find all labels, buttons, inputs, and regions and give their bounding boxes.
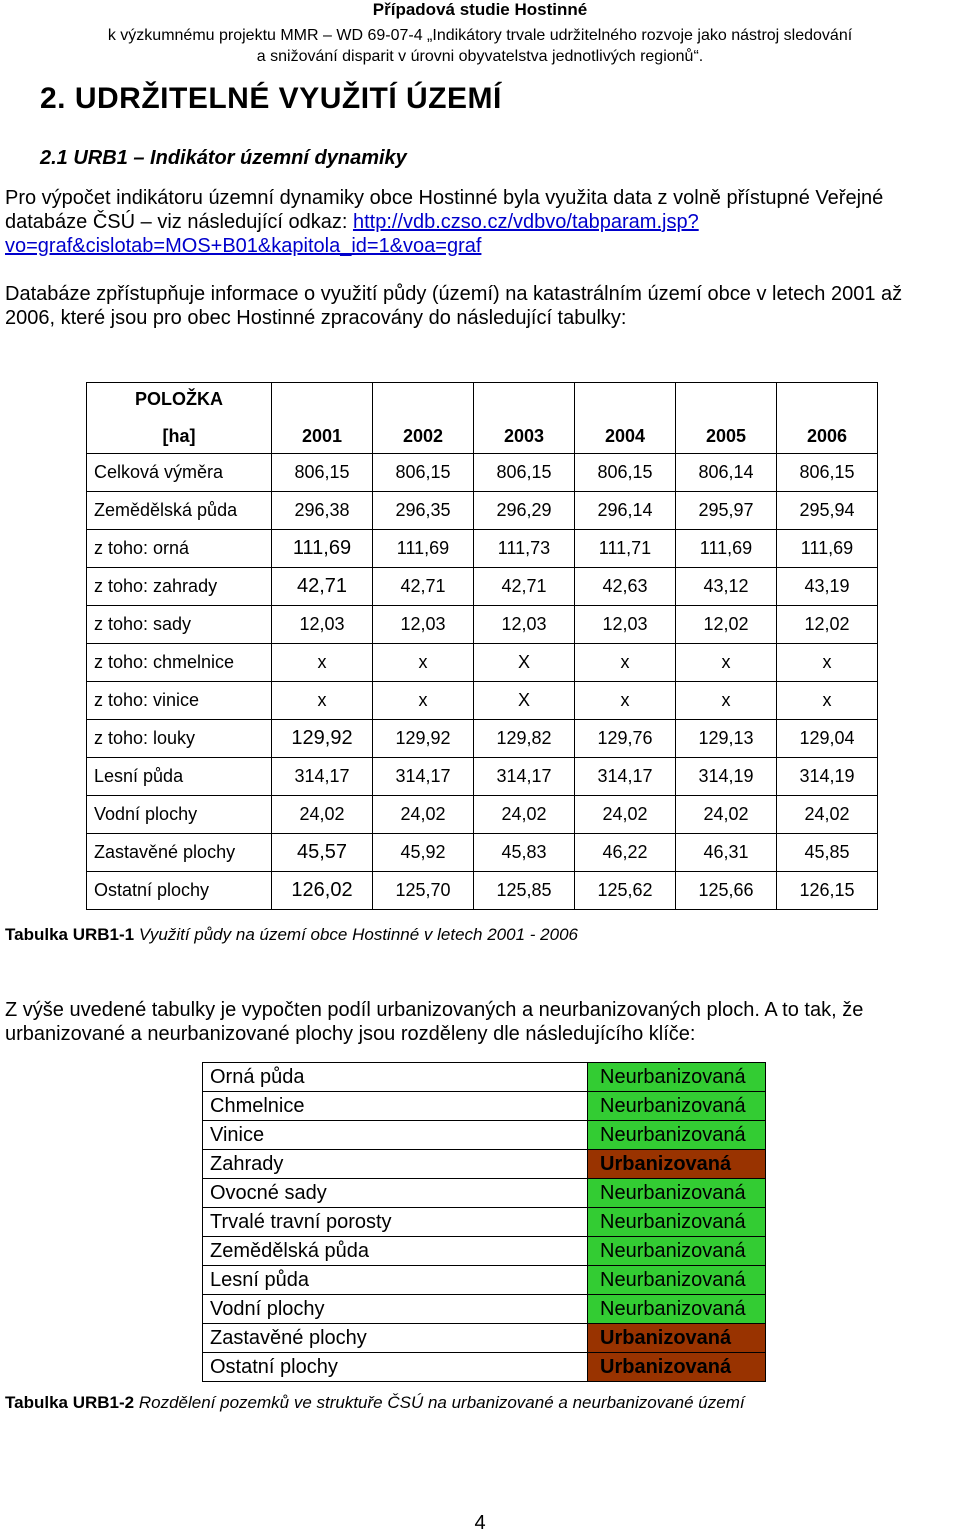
land-type: Chmelnice <box>203 1092 588 1121</box>
land-type: Zemědělská půda <box>203 1237 588 1266</box>
running-header-title: Případová studie Hostinné <box>372 0 588 19</box>
non-urbanized-badge: Neurbanizovaná <box>588 1092 766 1121</box>
table1-caption-label: Tabulka URB1-1 <box>5 925 135 944</box>
header-item-cell <box>87 383 272 454</box>
running-header-line-2: k výzkumnému projektu MMR – WD 69-07-4 „Indikátory trvale udržitelného rozvoje jako nástroj sledování <box>107 27 853 44</box>
value-cell: 12,02 <box>777 606 878 644</box>
value-cell: 12,03 <box>575 606 676 644</box>
value-cell: 42,71 <box>474 568 575 606</box>
table-row <box>87 834 878 872</box>
value-cell: 806,15 <box>474 454 575 492</box>
value-cell: X <box>474 644 575 682</box>
row-label: z toho: louky <box>87 720 272 758</box>
value-cell: 24,02 <box>373 796 474 834</box>
value-cell: 296,29 <box>474 492 575 530</box>
land-use-table <box>86 382 878 910</box>
table-row <box>87 644 878 682</box>
non-urbanized-badge: Neurbanizovaná <box>588 1208 766 1237</box>
czso-database-link[interactable]: http://vdb.czso.cz/vdbvo/tabparam.jsp?vo=graf&cislotab=MOS+B01&kapitola_id=1&voa=graf <box>5 211 699 257</box>
value-cell: 806,15 <box>777 454 878 492</box>
value-cell: 125,70 <box>373 872 474 910</box>
value-cell: 24,02 <box>272 796 373 834</box>
value-cell: 125,85 <box>474 872 575 910</box>
table-row <box>203 1237 766 1266</box>
row-label: z toho: chmelnice <box>87 644 272 682</box>
value-cell: 45,83 <box>474 834 575 872</box>
value-cell: 46,31 <box>676 834 777 872</box>
value-cell: 45,85 <box>777 834 878 872</box>
row-label: z toho: sady <box>87 606 272 644</box>
row-label: Ostatní plochy <box>87 872 272 910</box>
table-row <box>203 1092 766 1121</box>
value-cell: 129,04 <box>777 720 878 758</box>
value-cell: 125,66 <box>676 872 777 910</box>
value-cell: 111,69 <box>373 530 474 568</box>
value-cell: 45,57 <box>272 834 373 872</box>
row-label: z toho: zahrady <box>87 568 272 606</box>
value-cell: X <box>474 682 575 720</box>
value-cell: x <box>676 682 777 720</box>
table-row <box>203 1208 766 1237</box>
table2-caption-label: Tabulka URB1-2 <box>5 1393 135 1412</box>
table-row <box>203 1266 766 1295</box>
header-year: 2005 <box>676 383 777 454</box>
value-cell: x <box>575 682 676 720</box>
table-row <box>203 1353 766 1382</box>
table-row <box>203 1295 766 1324</box>
value-cell: x <box>373 644 474 682</box>
value-cell: x <box>676 644 777 682</box>
land-type: Ostatní plochy <box>203 1353 588 1382</box>
value-cell: 126,15 <box>777 872 878 910</box>
value-cell: 314,17 <box>272 758 373 796</box>
value-cell: 129,82 <box>474 720 575 758</box>
value-cell: 806,14 <box>676 454 777 492</box>
table-row <box>87 796 878 834</box>
value-cell: 24,02 <box>474 796 575 834</box>
subsection-heading: 2.1 URB1 – Indikátor územní dynamiky <box>40 147 407 169</box>
value-cell: 125,62 <box>575 872 676 910</box>
land-type: Vodní plochy <box>203 1295 588 1324</box>
value-cell: 296,14 <box>575 492 676 530</box>
row-label: z toho: vinice <box>87 682 272 720</box>
value-cell: 129,92 <box>373 720 474 758</box>
table-row <box>203 1179 766 1208</box>
table-row <box>87 872 878 910</box>
value-cell: 129,76 <box>575 720 676 758</box>
table-row <box>87 492 878 530</box>
row-label: Zemědělská půda <box>87 492 272 530</box>
land-type: Trvalé travní porosty <box>203 1208 588 1237</box>
table-row <box>87 530 878 568</box>
value-cell: x <box>777 682 878 720</box>
row-label: Zastavěné plochy <box>87 834 272 872</box>
value-cell: 12,02 <box>676 606 777 644</box>
non-urbanized-badge: Neurbanizovaná <box>588 1266 766 1295</box>
header-year: 2006 <box>777 383 878 454</box>
non-urbanized-badge: Neurbanizovaná <box>588 1237 766 1266</box>
row-label: z toho: orná <box>87 530 272 568</box>
urbanized-badge: Urbanizovaná <box>588 1150 766 1179</box>
value-cell: 43,19 <box>777 568 878 606</box>
table-row <box>87 720 878 758</box>
table-row <box>87 568 878 606</box>
value-cell: 129,92 <box>272 720 373 758</box>
value-cell: 314,19 <box>777 758 878 796</box>
classification-paragraph: Z výše uvedené tabulky je vypočten podíl urbanizovaných a neurbanizovaných ploch. A to tak, že urbanizované a neurbanizované plochy jsou rozděleny dle následujícího klíče: <box>5 999 864 1045</box>
table2-caption-text: Rozdělení pozemků ve struktuře ČSÚ na urbanizované a neurbanizované území <box>138 1393 745 1412</box>
non-urbanized-badge: Neurbanizovaná <box>588 1121 766 1150</box>
urbanized-badge: Urbanizovaná <box>588 1324 766 1353</box>
land-type: Orná půda <box>203 1063 588 1092</box>
value-cell: 296,35 <box>373 492 474 530</box>
section-heading: 2. UDRŽITELNÉ VYUŽITÍ ÚZEMÍ <box>40 82 502 115</box>
row-label: Vodní plochy <box>87 796 272 834</box>
non-urbanized-badge: Neurbanizovaná <box>588 1295 766 1324</box>
page-number: 4 <box>474 1512 486 1534</box>
value-cell: x <box>575 644 676 682</box>
value-cell: 43,12 <box>676 568 777 606</box>
table-row <box>87 606 878 644</box>
value-cell: 42,71 <box>373 568 474 606</box>
header-year: 2001 <box>272 383 373 454</box>
value-cell: 42,63 <box>575 568 676 606</box>
value-cell: 24,02 <box>777 796 878 834</box>
value-cell: 111,69 <box>777 530 878 568</box>
land-type: Zastavěné plochy <box>203 1324 588 1353</box>
value-cell: 111,73 <box>474 530 575 568</box>
row-label: Celková výměra <box>87 454 272 492</box>
value-cell: 314,17 <box>373 758 474 796</box>
header-unit: [ha] <box>162 426 196 446</box>
urbanized-badge: Urbanizovaná <box>588 1353 766 1382</box>
classification-table <box>202 1062 766 1382</box>
table1-caption <box>5 924 578 946</box>
value-cell: 12,03 <box>474 606 575 644</box>
value-cell: x <box>272 644 373 682</box>
land-type: Zahrady <box>203 1150 588 1179</box>
header-year: 2003 <box>474 383 575 454</box>
table2-caption <box>5 1392 955 1414</box>
table-header-row <box>87 383 878 454</box>
land-type: Ovocné sady <box>203 1179 588 1208</box>
header-polozka: POLOŽKA <box>135 389 223 409</box>
value-cell: 24,02 <box>676 796 777 834</box>
table-row <box>203 1324 766 1353</box>
value-cell: x <box>272 682 373 720</box>
value-cell: 806,15 <box>575 454 676 492</box>
table-row <box>87 454 878 492</box>
value-cell: 314,17 <box>474 758 575 796</box>
value-cell: 46,22 <box>575 834 676 872</box>
header-year: 2002 <box>373 383 474 454</box>
table-row <box>87 758 878 796</box>
land-type: Lesní půda <box>203 1266 588 1295</box>
value-cell: 45,92 <box>373 834 474 872</box>
table-row <box>87 682 878 720</box>
value-cell: 295,97 <box>676 492 777 530</box>
table1-caption-text: Využití půdy na území obce Hostinné v letech 2001 - 2006 <box>138 925 578 944</box>
value-cell: 12,03 <box>373 606 474 644</box>
land-type: Vinice <box>203 1121 588 1150</box>
value-cell: 806,15 <box>373 454 474 492</box>
running-header-line-3: a snižování disparit v úrovni obyvatelstva jednotlivých regionů“. <box>256 48 704 65</box>
intro-text: Pro výpočet indikátoru územní dynamiky obce Hostinné byla využita data z volně přístupné Veřejné databáze ČSÚ – viz následující odkaz: <box>5 187 884 233</box>
table-row <box>203 1063 766 1092</box>
value-cell: 111,69 <box>272 530 373 568</box>
table-row <box>203 1150 766 1179</box>
header-year: 2004 <box>575 383 676 454</box>
value-cell: x <box>777 644 878 682</box>
value-cell: x <box>373 682 474 720</box>
non-urbanized-badge: Neurbanizovaná <box>588 1179 766 1208</box>
value-cell: 111,71 <box>575 530 676 568</box>
value-cell: 314,19 <box>676 758 777 796</box>
table-row <box>203 1121 766 1150</box>
value-cell: 806,15 <box>272 454 373 492</box>
non-urbanized-badge: Neurbanizovaná <box>588 1063 766 1092</box>
row-label: Lesní půda <box>87 758 272 796</box>
value-cell: 12,03 <box>272 606 373 644</box>
intro-paragraph <box>5 186 955 258</box>
database-paragraph: Databáze zpřístupňuje informace o využití půdy (území) na katastrálním území obce v letech 2001 až 2006, které jsou pro obec Hostinné zpracovány do následující tabulky: <box>5 283 903 329</box>
value-cell: 314,17 <box>575 758 676 796</box>
value-cell: 126,02 <box>272 872 373 910</box>
value-cell: 295,94 <box>777 492 878 530</box>
value-cell: 24,02 <box>575 796 676 834</box>
value-cell: 111,69 <box>676 530 777 568</box>
value-cell: 296,38 <box>272 492 373 530</box>
value-cell: 129,13 <box>676 720 777 758</box>
value-cell: 42,71 <box>272 568 373 606</box>
